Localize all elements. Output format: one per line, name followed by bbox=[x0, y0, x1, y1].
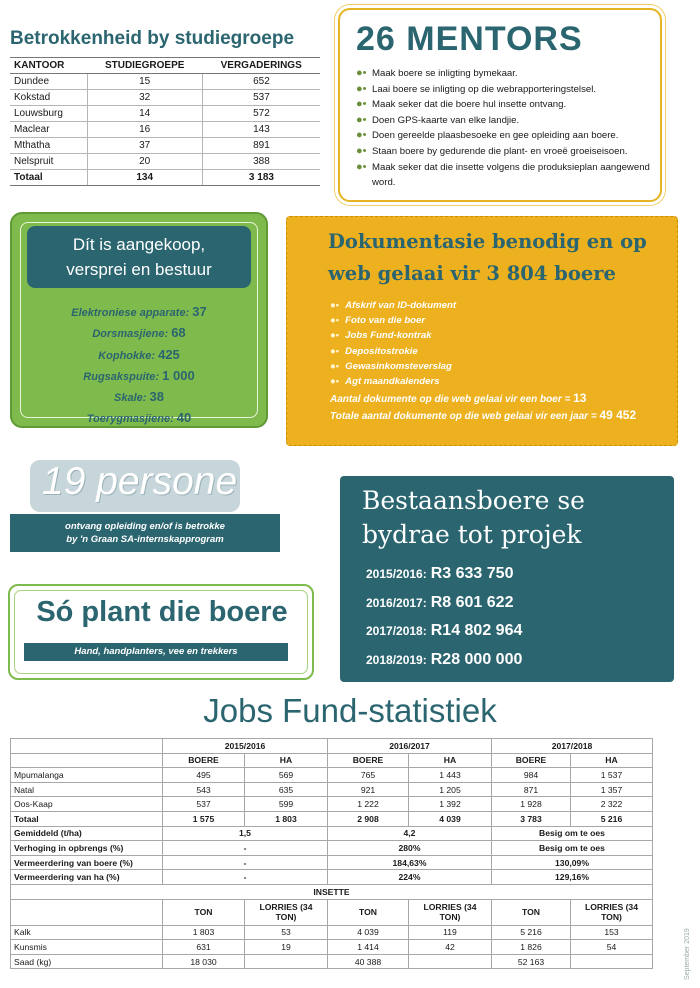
contribution-title-line: Bestaansboere se bbox=[362, 486, 585, 515]
table-cell: 130,09% bbox=[492, 855, 653, 870]
list-item-text: Staan boere by gedurende die plant- en vroeë groeiseisoen. bbox=[372, 145, 628, 157]
item-label: Elektroniese apparate: bbox=[71, 307, 190, 319]
meetings-cell: 572 bbox=[202, 106, 320, 122]
bullet-icon: ●• bbox=[330, 345, 340, 357]
groups-cell: 16 bbox=[87, 122, 202, 138]
office-cell: Dundee bbox=[10, 74, 87, 90]
list-item-text: Laai boere se inligting op die webrapporteringstelsel. bbox=[372, 83, 596, 95]
year-header: 2017/2018 bbox=[492, 739, 653, 754]
table-row bbox=[11, 954, 653, 969]
study-groups-table bbox=[10, 57, 320, 186]
list-item bbox=[28, 366, 250, 387]
list-item bbox=[366, 617, 522, 646]
list-item-text: Doen gereelde plaasbesoeke en gee opleiding aan boere. bbox=[372, 130, 619, 142]
item-value: 40 bbox=[176, 410, 192, 426]
table-cell: 984 bbox=[492, 768, 571, 783]
table-cell bbox=[571, 954, 653, 969]
study-groups-title: Betrokkenheid by studiegroepe bbox=[10, 28, 295, 49]
bullet-icon: ●• bbox=[356, 129, 367, 142]
documents-per-farmer bbox=[330, 391, 586, 405]
list-item bbox=[356, 144, 652, 160]
table-cell: 543 bbox=[163, 782, 245, 797]
column-header: STUDIEGROEPE bbox=[87, 58, 202, 74]
list-item bbox=[330, 344, 456, 359]
list-item bbox=[356, 97, 652, 113]
persons-title: 19 persone bbox=[42, 460, 238, 503]
list-item bbox=[330, 298, 456, 313]
list-item bbox=[330, 313, 456, 328]
list-item-text: Jobs Fund-kontrak bbox=[345, 330, 432, 342]
table-header-row bbox=[10, 58, 320, 74]
table-cell: 635 bbox=[245, 782, 328, 797]
year-label: 2015/2016: bbox=[366, 567, 427, 581]
column-header: LORRIES (34 TON) bbox=[409, 899, 492, 925]
bullet-icon: ●• bbox=[330, 315, 340, 327]
list-item-text: Doen GPS-kaarte van elke landjie. bbox=[372, 114, 520, 126]
list-item bbox=[28, 408, 250, 429]
table-cell: 1 205 bbox=[409, 782, 492, 797]
row-label: Oos-Kaap bbox=[11, 797, 163, 812]
groups-cell: 20 bbox=[87, 154, 202, 170]
stats-row bbox=[11, 826, 653, 841]
list-item-text: Foto van die boer bbox=[345, 315, 426, 327]
list-item bbox=[28, 302, 250, 323]
persons-caption bbox=[10, 514, 280, 552]
jobs-fund-title: Jobs Fund-statistiek bbox=[203, 692, 497, 729]
list-item bbox=[366, 589, 522, 618]
row-label: Vermeerdering van boere (%) bbox=[11, 855, 163, 870]
table-row bbox=[10, 122, 320, 138]
table-cell: 5 216 bbox=[492, 925, 571, 940]
list-item bbox=[330, 359, 456, 374]
groups-cell: 37 bbox=[87, 138, 202, 154]
table-cell: 2 908 bbox=[328, 811, 409, 826]
table-cell: 1 803 bbox=[163, 925, 245, 940]
contribution-list bbox=[366, 560, 522, 674]
documents-per-farmer-label: Aantal dokumente op die web gelaai vir een boer = bbox=[330, 394, 571, 405]
bullet-icon: ●• bbox=[330, 360, 340, 372]
list-item bbox=[330, 374, 456, 389]
column-header: TON bbox=[492, 899, 571, 925]
column-header: KANTOOR bbox=[10, 58, 87, 74]
item-value: 1 000 bbox=[162, 367, 195, 383]
list-item-text: Depositostrokie bbox=[345, 345, 418, 357]
list-item-text: Maak seker dat die insette volgens die produksieplan aangewend word. bbox=[372, 161, 650, 189]
empty-cell bbox=[11, 753, 163, 768]
list-item-text: Maak boere se inligting bymekaar. bbox=[372, 68, 518, 79]
amount-value: R3 633 750 bbox=[430, 565, 514, 582]
documentation-list bbox=[330, 298, 456, 389]
bullet-icon: ●• bbox=[356, 144, 367, 157]
contribution-title-line: bydrae tot projek bbox=[362, 520, 582, 549]
bullet-icon: ●• bbox=[356, 98, 367, 111]
table-cell: 765 bbox=[328, 768, 409, 783]
item-value: 425 bbox=[158, 346, 180, 362]
table-cell: 129,16% bbox=[492, 870, 653, 885]
column-header: BOERE bbox=[163, 753, 245, 768]
list-item bbox=[356, 128, 652, 144]
table-cell: 1 826 bbox=[492, 940, 571, 955]
item-value: 37 bbox=[192, 304, 207, 319]
column-header: TON bbox=[163, 899, 245, 925]
table-cell: 1 414 bbox=[328, 940, 409, 955]
item-label: Skale: bbox=[114, 392, 147, 405]
table-cell: 153 bbox=[571, 925, 653, 940]
mentors-duties-list bbox=[356, 66, 652, 191]
bullet-icon: ●• bbox=[356, 67, 367, 79]
item-value: 38 bbox=[149, 389, 164, 405]
table-cell: 184,63% bbox=[328, 855, 492, 870]
table-row bbox=[10, 154, 320, 170]
item-label: Rugsakspuite: bbox=[83, 370, 160, 383]
table-cell: - bbox=[163, 841, 328, 856]
list-item bbox=[356, 113, 652, 129]
column-header: LORRIES (34 TON) bbox=[245, 899, 328, 925]
table-cell: 2 322 bbox=[571, 797, 653, 812]
table-cell: 1 392 bbox=[409, 797, 492, 812]
table-cell: 52 163 bbox=[492, 954, 571, 969]
column-header: HA bbox=[245, 753, 328, 768]
meetings-cell: 891 bbox=[202, 138, 320, 154]
stats-row bbox=[11, 855, 653, 870]
table-cell: 1 357 bbox=[571, 782, 653, 797]
table-cell: Besig om te oes bbox=[492, 841, 653, 856]
groups-cell: 134 bbox=[87, 170, 202, 186]
item-label: Dorsmasjiene: bbox=[92, 328, 169, 341]
year-header: 2015/2016 bbox=[163, 739, 328, 754]
office-cell: Louwsburg bbox=[10, 106, 87, 122]
list-item-text: Afskrif van ID-dokument bbox=[345, 300, 457, 311]
row-label: Verhoging in opbrengs (%) bbox=[11, 841, 163, 856]
bullet-icon: ●• bbox=[330, 300, 340, 311]
groups-cell: 32 bbox=[87, 90, 202, 106]
table-cell: 1 575 bbox=[163, 811, 245, 826]
persons-caption-line: ontvang opleiding en/of is betrokke bbox=[65, 521, 225, 532]
column-header: BOERE bbox=[492, 753, 571, 768]
table-cell: 1 537 bbox=[571, 768, 653, 783]
table-cell: 1 928 bbox=[492, 797, 571, 812]
table-cell: 631 bbox=[163, 940, 245, 955]
table-cell: 224% bbox=[328, 870, 492, 885]
meetings-cell: 143 bbox=[202, 122, 320, 138]
table-row bbox=[11, 925, 653, 940]
column-header: TON bbox=[328, 899, 409, 925]
documents-per-year-label: Totale aantal dokumente op die web gelaai vir een jaar = bbox=[330, 411, 597, 422]
year-label: 2016/2017: bbox=[366, 595, 427, 610]
table-cell bbox=[409, 954, 492, 969]
insette-label: INSETTE bbox=[11, 884, 653, 899]
mentors-title: 26 MENTORS bbox=[356, 20, 583, 58]
row-label: Natal bbox=[11, 782, 163, 797]
table-row bbox=[10, 74, 320, 90]
documentation-title bbox=[328, 226, 668, 290]
table-cell: 569 bbox=[245, 768, 328, 783]
column-header: HA bbox=[409, 753, 492, 768]
amount-value: R14 802 964 bbox=[430, 622, 523, 640]
column-header: VERGADERINGS bbox=[202, 58, 320, 74]
row-label: Totaal bbox=[11, 811, 163, 826]
table-cell: 1 443 bbox=[409, 768, 492, 783]
bullet-icon: ●• bbox=[330, 330, 340, 342]
column-header: BOERE bbox=[328, 753, 409, 768]
office-cell: Nelspruit bbox=[10, 154, 87, 170]
office-cell: Maclear bbox=[10, 122, 87, 138]
purchases-list bbox=[28, 302, 250, 430]
table-cell: 4 039 bbox=[409, 811, 492, 826]
sub-header-row bbox=[11, 753, 653, 768]
table-cell: 495 bbox=[163, 768, 245, 783]
documents-per-farmer-value: 13 bbox=[573, 391, 587, 405]
list-item-text: Agt maandkalenders bbox=[345, 376, 440, 388]
item-value: 68 bbox=[171, 325, 186, 341]
list-item bbox=[28, 387, 250, 408]
list-item bbox=[356, 66, 652, 82]
column-header: LORRIES (34 TON) bbox=[571, 899, 653, 925]
year-header-row bbox=[11, 739, 653, 754]
table-cell: 3 783 bbox=[492, 811, 571, 826]
table-row bbox=[10, 138, 320, 154]
year-header: 2016/2017 bbox=[328, 739, 492, 754]
table-cell: 1 222 bbox=[328, 797, 409, 812]
groups-cell: 14 bbox=[87, 106, 202, 122]
stats-row bbox=[11, 841, 653, 856]
bullet-icon: ●• bbox=[356, 82, 367, 95]
year-label: 2018/2019: bbox=[366, 652, 427, 667]
table-cell: 40 388 bbox=[328, 954, 409, 969]
insette-header-row bbox=[11, 884, 653, 899]
table-cell: - bbox=[163, 855, 328, 870]
row-label: Mpumalanga bbox=[11, 768, 163, 783]
table-cell: 1 803 bbox=[245, 811, 328, 826]
table-cell: 5 216 bbox=[571, 811, 653, 826]
list-item bbox=[366, 560, 522, 589]
insette-sub-header-row bbox=[11, 899, 653, 925]
list-item-text: Gewasinkomsteverslag bbox=[345, 360, 452, 372]
table-cell: 54 bbox=[571, 940, 653, 955]
table-cell: 280% bbox=[328, 841, 492, 856]
purchases-title-line: versprei en bestuur bbox=[66, 260, 212, 279]
table-cell: 4 039 bbox=[328, 925, 409, 940]
table-total-row bbox=[10, 170, 320, 186]
table-cell: 537 bbox=[163, 797, 245, 812]
office-cell: Totaal bbox=[10, 170, 87, 186]
groups-cell: 15 bbox=[87, 74, 202, 90]
table-row bbox=[11, 782, 653, 797]
table-row bbox=[11, 940, 653, 955]
item-label: Kophokke: bbox=[98, 349, 156, 362]
list-item bbox=[356, 82, 652, 98]
meetings-cell: 537 bbox=[202, 90, 320, 106]
persons-caption-line: by 'n Graan SA-internskapprogram bbox=[66, 534, 224, 545]
bullet-icon: ●• bbox=[356, 113, 367, 126]
table-cell: 53 bbox=[245, 925, 328, 940]
table-cell: - bbox=[163, 870, 328, 885]
documents-per-year bbox=[330, 408, 636, 422]
list-item bbox=[28, 345, 250, 366]
documentation-title-line: web gelaai vir 3 804 boere bbox=[328, 262, 616, 285]
table-cell: 599 bbox=[245, 797, 328, 812]
bullet-icon: ●• bbox=[330, 376, 340, 388]
table-cell: 1,5 bbox=[163, 826, 328, 841]
documentation-title-line: Dokumentasie benodig en op bbox=[328, 230, 647, 253]
amount-value: R28 000 000 bbox=[430, 650, 523, 668]
amount-value: R8 601 622 bbox=[430, 593, 514, 611]
table-cell: 42 bbox=[409, 940, 492, 955]
planting-subtitle: Hand, handplanters, vee en trekkers bbox=[24, 643, 288, 661]
year-label: 2017/2018: bbox=[366, 624, 427, 639]
table-cell: 18 030 bbox=[163, 954, 245, 969]
meetings-cell: 652 bbox=[202, 74, 320, 90]
jobs-fund-table bbox=[10, 738, 653, 969]
stats-row bbox=[11, 870, 653, 885]
column-header: HA bbox=[571, 753, 653, 768]
purchases-title-line: Dít is aangekoop, bbox=[72, 235, 206, 254]
empty-cell bbox=[11, 899, 163, 925]
list-item-text: Maak seker dat die boere hul insette ontvang. bbox=[372, 99, 567, 111]
table-row bbox=[11, 797, 653, 812]
bullet-icon: ●• bbox=[356, 160, 367, 173]
office-cell: Kokstad bbox=[10, 90, 87, 106]
purchases-title bbox=[27, 226, 251, 288]
list-item bbox=[330, 328, 456, 343]
table-cell bbox=[245, 954, 328, 969]
issue-date-note: September 2019 bbox=[684, 928, 691, 980]
planting-title: Só plant die boere bbox=[36, 596, 288, 628]
table-cell: 19 bbox=[245, 940, 328, 955]
table-cell: Besig om te oes bbox=[492, 826, 653, 841]
item-label: Toerygmasjiene: bbox=[86, 413, 174, 426]
table-cell: 119 bbox=[409, 925, 492, 940]
empty-cell bbox=[11, 739, 163, 754]
table-row bbox=[10, 106, 320, 122]
row-label: Vermeerdering van ha (%) bbox=[11, 870, 163, 885]
table-row bbox=[11, 768, 653, 783]
row-label: Saad (kg) bbox=[11, 954, 163, 969]
row-label: Kalk bbox=[11, 925, 163, 940]
list-item bbox=[366, 646, 522, 675]
meetings-cell: 388 bbox=[202, 154, 320, 170]
list-item bbox=[356, 160, 652, 191]
table-cell: 921 bbox=[328, 782, 409, 797]
table-cell: 871 bbox=[492, 782, 571, 797]
documents-per-year-value: 49 452 bbox=[599, 408, 637, 422]
contribution-title bbox=[362, 484, 662, 552]
table-row bbox=[10, 90, 320, 106]
meetings-cell: 3 183 bbox=[202, 170, 320, 186]
row-label: Kunsmis bbox=[11, 940, 163, 955]
table-cell: 4,2 bbox=[328, 826, 492, 841]
row-label: Gemiddeld (t/ha) bbox=[11, 826, 163, 841]
office-cell: Mthatha bbox=[10, 138, 87, 154]
list-item bbox=[28, 323, 250, 344]
table-total-row bbox=[11, 811, 653, 826]
